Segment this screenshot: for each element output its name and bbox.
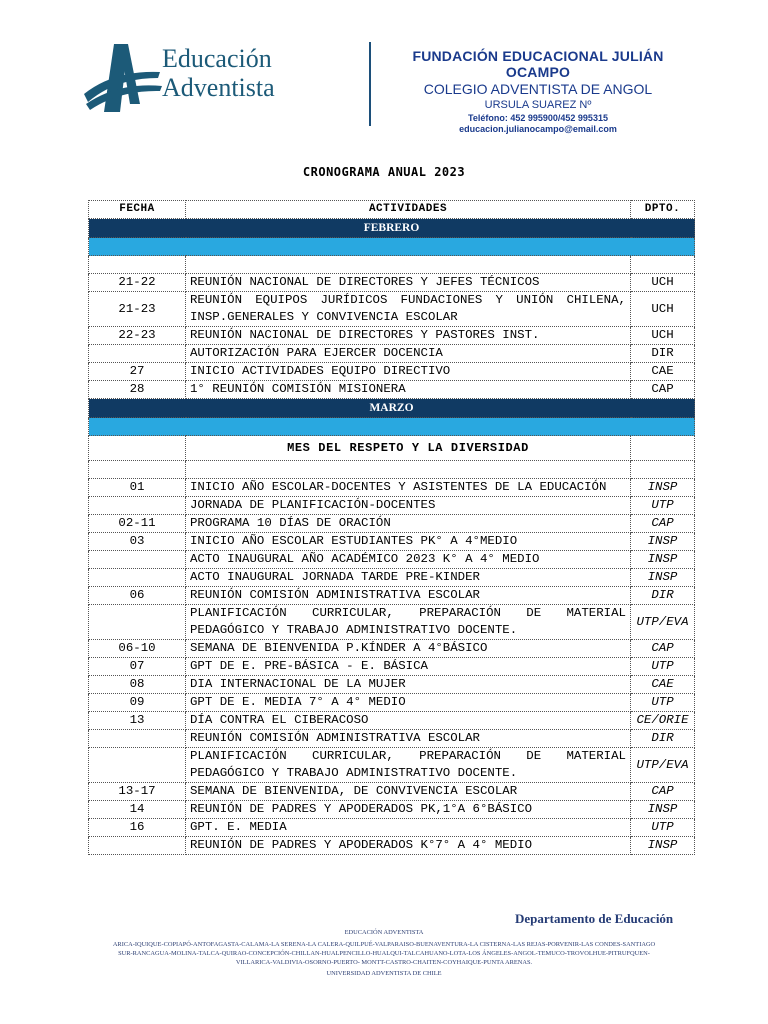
row-dpto: INSP	[631, 551, 695, 569]
row-dpto: INSP	[631, 533, 695, 551]
row-actividad: SEMANA DE BIENVENIDA P.KÍNDER A 4°BÁSICO	[186, 640, 631, 658]
row-fecha: 03	[89, 533, 186, 551]
row-dpto: UCH	[631, 292, 695, 327]
row-dpto: DIR	[631, 345, 695, 363]
month-label: MARZO	[89, 399, 695, 418]
row-actividad: DÍA CONTRA EL CIBERACOSO	[186, 712, 631, 730]
header-actividades: ACTIVIDADES	[186, 201, 631, 219]
table-row	[89, 658, 695, 676]
organization-info	[380, 48, 696, 134]
sky-band	[89, 418, 695, 436]
row-fecha: 28	[89, 381, 186, 399]
blank-cell	[631, 256, 695, 274]
school-phone: Teléfono: 452 995900/452 995315	[468, 113, 608, 123]
row-dpto: UCH	[631, 327, 695, 345]
row-dpto: CAE	[631, 363, 695, 381]
row-fecha: 06-10	[89, 640, 186, 658]
table-row	[89, 533, 695, 551]
marzo-header	[89, 399, 695, 479]
theme-dpto-cell	[631, 436, 695, 461]
row-dpto: CAP	[631, 640, 695, 658]
row-fecha	[89, 837, 186, 855]
table-row	[89, 748, 695, 783]
row-fecha: 13	[89, 712, 186, 730]
row-fecha: 09	[89, 694, 186, 712]
footer-line-2: ARICA-IQUIQUE-COPIAPÓ-ANTOFAGASTA-CALAMA-LA SERENA-LA CALERA-QUILPUÉ-VALPARAISO-BUENAVENTURA-LA CISTERNA-LAS REJAS-PORVENIR-LAS CONDES-SANTIAGO	[112, 941, 656, 948]
footer-line-3: SUR-RANCAGUA-MOLINA-TALCA-QUIRAO-CONCEPCIÓN-CHILLAN-HUALPENCILLO-HUALQUI-TALCAHUANO-LOTA-LOS ÁNGELES-ANGOL-TEMUCO-TROVOLHUE-PITRUFQUEN-	[118, 950, 650, 957]
table-row	[89, 381, 695, 399]
logo-text	[162, 44, 275, 102]
row-dpto: DIR	[631, 587, 695, 605]
table-row	[89, 819, 695, 837]
row-actividad: GPT DE E. MEDIA 7° A 4° MEDIO	[186, 694, 631, 712]
row-fecha	[89, 497, 186, 515]
table-row	[89, 587, 695, 605]
row-actividad: REUNIÓN COMISIÓN ADMINISTRATIVA ESCOLAR	[186, 730, 631, 748]
row-dpto: UTP	[631, 658, 695, 676]
row-dpto: CAE	[631, 676, 695, 694]
row-actividad: REUNIÓN DE PADRES Y APODERADOS K°7° A 4° MEDIO	[186, 837, 631, 855]
theme-row	[89, 436, 695, 461]
table-row	[89, 783, 695, 801]
table-row	[89, 640, 695, 658]
row-fecha: 07	[89, 658, 186, 676]
row-fecha: 22-23	[89, 327, 186, 345]
row-actividad: AUTORIZACIÓN PARA EJERCER DOCENCIA	[186, 345, 631, 363]
row-actividad: ACTO INAUGURAL JORNADA TARDE PRE-KINDER	[186, 569, 631, 587]
row-dpto: INSP	[631, 837, 695, 855]
logo-mark-icon	[84, 42, 164, 114]
blank-row	[89, 256, 695, 274]
marzo-rows	[89, 479, 695, 855]
sky-band-cell	[89, 418, 695, 436]
row-fecha: 27	[89, 363, 186, 381]
row-actividad: 1° REUNIÓN COMISIÓN MISIONERA	[186, 381, 631, 399]
table-row	[89, 712, 695, 730]
row-fecha: 08	[89, 676, 186, 694]
row-fecha	[89, 569, 186, 587]
footer-line-4: VILLARICA-VALDIVIA-OSORNO-PUERTO- MONTT-CASTRO-CHAITEN-COYHAIQUE-PUNTA ARENAS.	[235, 959, 533, 966]
header-fecha: FECHA	[89, 201, 186, 219]
theme-fecha-cell	[89, 436, 186, 461]
row-dpto: CE/ORIE	[631, 712, 695, 730]
logo-line-1: Educación	[162, 44, 272, 73]
logo-line-2: Adventista	[162, 73, 275, 102]
school-email: educacion.julianocampo@email.com	[459, 124, 617, 134]
table-row	[89, 292, 695, 327]
febrero-rows	[89, 274, 695, 399]
row-fecha: 13-17	[89, 783, 186, 801]
page-title: CRONOGRAMA ANUAL 2023	[302, 165, 466, 179]
row-fecha: 21-23	[89, 292, 186, 327]
row-actividad: REUNIÓN COMISIÓN ADMINISTRATIVA ESCOLAR	[186, 587, 631, 605]
blank-cell	[89, 461, 186, 479]
month-band-marzo	[89, 399, 695, 418]
footer-department: Departamento de Educación	[515, 911, 674, 926]
table-row	[89, 551, 695, 569]
row-fecha	[89, 730, 186, 748]
row-dpto: UTP	[631, 819, 695, 837]
table-row	[89, 274, 695, 292]
row-actividad: REUNIÓN DE PADRES Y APODERADOS PK,1°A 6°BÁSICO	[186, 801, 631, 819]
row-actividad: PLANIFICACIÓN CURRICULAR, PREPARACIÓN DE MATERIAL PEDAGÓGICO Y TRABAJO ADMINISTRATIVO DOCENTE.	[186, 748, 631, 783]
row-dpto: UTP/EVA	[631, 748, 695, 783]
table-header-row	[89, 201, 695, 219]
row-fecha	[89, 605, 186, 640]
row-fecha: 14	[89, 801, 186, 819]
row-dpto: UTP/EVA	[631, 605, 695, 640]
blank-cell	[186, 461, 631, 479]
row-dpto: CAP	[631, 381, 695, 399]
row-fecha: 06	[89, 587, 186, 605]
row-fecha: 16	[89, 819, 186, 837]
row-dpto: UTP	[631, 497, 695, 515]
foundation-name: FUNDACIÓN EDUCACIONAL JULIÁN OCAMPO	[412, 48, 664, 80]
row-dpto: DIR	[631, 730, 695, 748]
row-actividad: PLANIFICACIÓN CURRICULAR, PREPARACIÓN DE MATERIAL PEDAGÓGICO Y TRABAJO ADMINISTRATIVO DOCENTE.	[186, 605, 631, 640]
school-name: COLEGIO ADVENTISTA DE ANGOL	[423, 81, 653, 97]
sky-band-cell	[89, 238, 695, 256]
header-divider	[369, 42, 371, 126]
schedule-body	[89, 219, 695, 274]
row-dpto: UCH	[631, 274, 695, 292]
row-actividad: SEMANA DE BIENVENIDA, DE CONVIVENCIA ESCOLAR	[186, 783, 631, 801]
row-actividad: REUNIÓN NACIONAL DE DIRECTORES Y JEFES TÉCNICOS	[186, 274, 631, 292]
row-actividad: DIA INTERNACIONAL DE LA MUJER	[186, 676, 631, 694]
table-row	[89, 497, 695, 515]
sky-band	[89, 238, 695, 256]
blank-cell	[631, 461, 695, 479]
table-row	[89, 605, 695, 640]
table-row	[89, 801, 695, 819]
row-dpto: INSP	[631, 569, 695, 587]
school-address: URSULA SUAREZ Nº	[484, 99, 592, 111]
row-fecha: 01	[89, 479, 186, 497]
row-fecha	[89, 551, 186, 569]
blank-cell	[89, 256, 186, 274]
header-dpto: DPTO.	[631, 201, 695, 219]
row-dpto: CAP	[631, 783, 695, 801]
row-actividad: REUNIÓN EQUIPOS JURÍDICOS FUNDACIONES Y UNIÓN CHILENA, INSP.GENERALES Y CONVIVENCIA ESCOLAR	[186, 292, 631, 327]
row-actividad: ACTO INAUGURAL AÑO ACADÉMICO 2023 K° A 4° MEDIO	[186, 551, 631, 569]
month-label: FEBRERO	[89, 219, 695, 238]
table-row	[89, 363, 695, 381]
blank-cell	[186, 256, 631, 274]
table-row	[89, 479, 695, 497]
row-actividad: JORNADA DE PLANIFICACIÓN-DOCENTES	[186, 497, 631, 515]
blank-row	[89, 461, 695, 479]
schedule-table	[88, 200, 695, 855]
row-actividad: GPT. E. MEDIA	[186, 819, 631, 837]
month-band-febrero	[89, 219, 695, 238]
row-dpto: UTP	[631, 694, 695, 712]
education-adventista-logo	[84, 42, 294, 112]
row-dpto: INSP	[631, 479, 695, 497]
row-actividad: INICIO AÑO ESCOLAR-DOCENTES Y ASISTENTES DE LA EDUCACIÓN	[186, 479, 631, 497]
table-row	[89, 730, 695, 748]
row-fecha: 02-11	[89, 515, 186, 533]
row-actividad: PROGRAMA 10 DÍAS DE ORACIÓN	[186, 515, 631, 533]
row-actividad: REUNIÓN NACIONAL DE DIRECTORES Y PASTORES INST.	[186, 327, 631, 345]
row-fecha	[89, 345, 186, 363]
table-row	[89, 345, 695, 363]
row-actividad: GPT DE E. PRE-BÁSICA - E. BÁSICA	[186, 658, 631, 676]
table-row	[89, 676, 695, 694]
footer-line-1: EDUCACIÓN ADVENTISTA	[344, 929, 424, 936]
table-row	[89, 569, 695, 587]
table-row	[89, 327, 695, 345]
row-actividad: INICIO ACTIVIDADES EQUIPO DIRECTIVO	[186, 363, 631, 381]
table-row	[89, 694, 695, 712]
row-dpto: INSP	[631, 801, 695, 819]
footer-line-5: UNIVERSIDAD ADVENTISTA DE CHILE	[326, 970, 442, 977]
month-theme: MES DEL RESPETO Y LA DIVERSIDAD	[186, 436, 631, 461]
row-fecha	[89, 748, 186, 783]
row-fecha: 21-22	[89, 274, 186, 292]
row-dpto: CAP	[631, 515, 695, 533]
table-row	[89, 837, 695, 855]
table-row	[89, 515, 695, 533]
row-actividad: INICIO AÑO ESCOLAR ESTUDIANTES PK° A 4°MEDIO	[186, 533, 631, 551]
